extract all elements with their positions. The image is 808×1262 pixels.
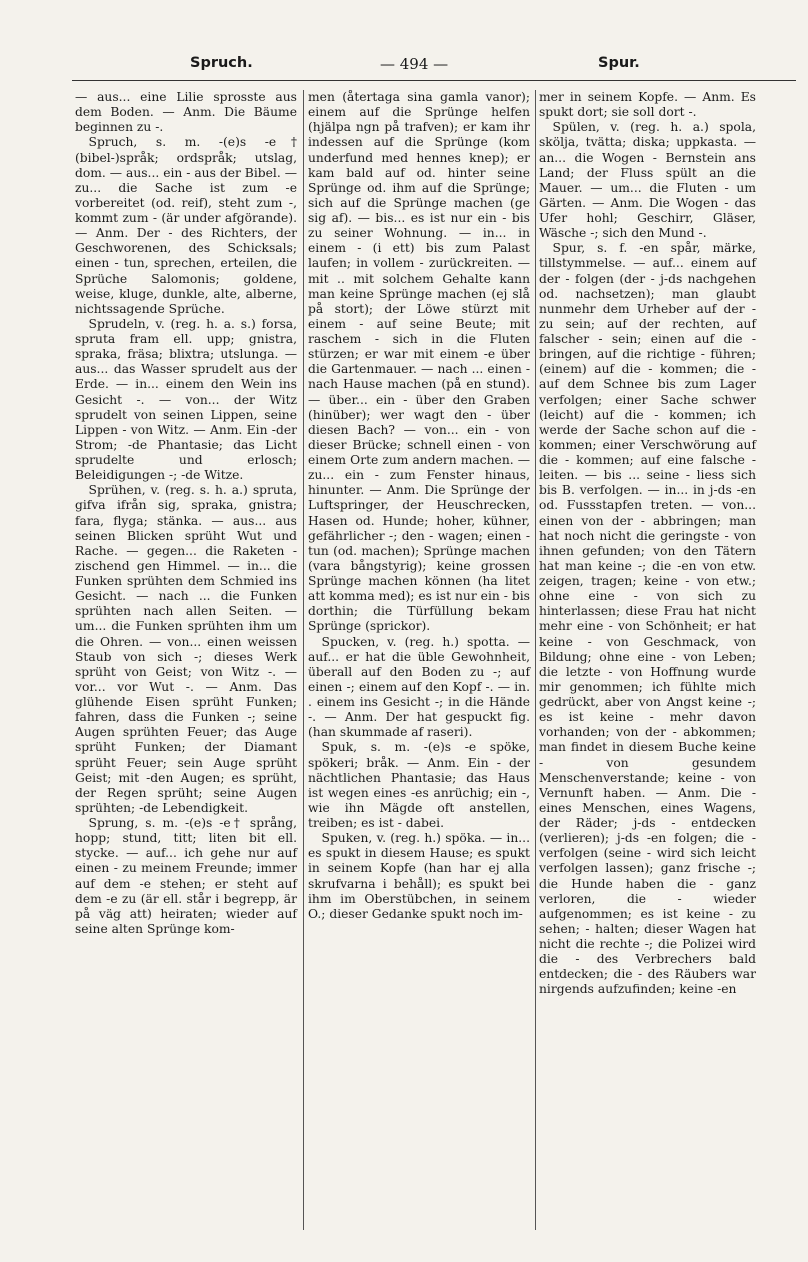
entry-spuelen: Spülen, v. (reg. h. a.) spola, skölja, tvätta; diska; uppkasta. — an... die Wogen - Bernstein ans Land; der Fluss spült an die Mauer. — um... die Fluten - um Gärten. — Anm. Die Wogen - das Ufer hohl; Geschirr, Gläser, Wäsche -; sich den Mund -. — [539, 120, 756, 241]
page-header — [0, 55, 808, 79]
entry-spucken: Spucken, v. (reg. h.) spotta. — auf... er hat die üble Gewohnheit, überall auf den Boden zu -; auf einen -; einem auf den Kopf -. — in. . einem ins Gesicht -; in die Hände -. — Anm. Der hat gespuckt fig. (han skummade af raseri). — [308, 634, 530, 740]
page-number: — 494 — — [380, 55, 449, 73]
entry-sprung: Sprung, s. m. -(e)s -e† språng, hopp; stund, titt; liten bit ell. stycke. — auf... ich gehe nur auf einen - zu meinem Freunde; immer auf dem -e stehen; er steht auf dem -e zu (är ell. står i begrepp, är på väg att) heiraten; wieder auf seine alten Sprünge kom- — [75, 816, 297, 936]
header-rule — [72, 80, 796, 81]
column-2 — [308, 90, 530, 922]
entry-sprudeln: Sprudeln, v. (reg. h. a. s.) forsa, spruta fram ell. upp; gnistra, spraka, fräsa; blixtra; utslunga. — aus... das Wasser sprudelt aus der Erde. — in... einem den Wein ins Gesicht -. — von... der Witz sprudelt von seinen Lippen, seine Lippen - von Witz. — Anm. Ein -der Strom; -de Phantasie; das Licht sprudelte und erlosch; Beleidigungen -; -de Witze. — [75, 316, 297, 483]
column-3 — [539, 90, 756, 998]
entry-spruehen: Sprühen, v. (reg. s. h. a.) spruta, gifva ifrån sig, spraka, gnistra; fara, flyga; stänka. — aus... aus seinen Blicken sprüht Wut und Rache. — gegen... die Raketen - zischend gen Himmel. — in... die Funken sprühten dem Schmied ins Gesicht. — nach ... die Funken sprühten nach allen Seiten. — um... die Funken sprühten ihm um die Ohren. — von... einen weissen Staub von sich -; dieses Werk sprüht von Geist; von Witz -. — vor... vor Wut -. — Anm. Das glühende Eisen sprüht Funken; fahren, dass die Funken -; seine Augen sprühten Feuer; das Auge sprüht Funken; der Diamant sprüht Feuer; sein Auge sprüht Geist; mit -den Augen; es sprüht, der Regen sprüht; seine Augen sprühten; -de Lebendigkeit. — [75, 483, 297, 815]
column-divider — [535, 90, 536, 1230]
entry-spuk: Spuk, s. m. -(e)s -e spöke, spökeri; bråk. — Anm. Ein - der nächtlichen Phantasie; das Haus ist wegen eines -es anrüchig; ein -, wie ihn Mägde oft anstellen, treiben; es ist - dabei. — [308, 740, 530, 830]
entry-paragraph: mer in seinem Kopfe. — Anm. Es spukt dort; sie soll dort -. — [539, 90, 756, 120]
column-1 — [75, 90, 297, 937]
entry-spruch: Spruch, s. m. -(e)s -e† (bibel-)språk; ordspråk; utslag, dom. — aus... ein - aus der Bibel. — zu... die Sache ist zum -e vorbereitet (od. reif), steht zum -, kommt zum - (är under afgörande). — Anm. Der - des Richters, der Geschworenen, des Schicksals; einen - tun, sprechen, erteilen, die Sprüche Salomonis; goldene, weise, kluge, dunkle, alte, alberne, nichtssagende Sprüche. — [75, 135, 297, 316]
entry-paragraph: men (återtaga sina gamla vanor); einem auf die Sprünge helfen (hjälpa ngn på trafven); er kam ihr indessen auf die Sprünge (kom underfund med hennes knep); er kam bald auf od. hinter seine Sprünge od. ihm auf die Sprünge; sich auf die Sprünge machen (ge sig af). — bis... es ist nur ein - bis zu seiner Wohnung. — in... in einem - (i ett) bis zum Palast laufen; in vollem - zurückreiten. — mit .. mit solchem Gehalte kann man keine Sprünge machen (ej slå på stort); der Löwe stürzt mit einem - auf seine Beute; mit raschem - sich in die Fluten stürzen; er war mit einem -e über die Gartenmauer. — nach ... einen - nach Hause machen (på en stund). — über... ein - über den Graben (hinüber); wer wagt den - über diesen Bach? — von... ein - von dieser Brücke; schnell einen - von einem Orte zum andern machen. — zu... ein - zum Fenster hinaus, hinunter. — Anm. Die Sprünge der Luftspringer, der Heuschrecken, Hasen od. Hunde; hoher, kühner, gefährlicher -; den - wagen; einen - tun (od. machen); Sprünge machen (vara bångstyrig); keine grossen Sprünge machen können (ha litet att komma med); es ist nur ein - bis dorthin; die Türfüllung bekam Sprünge (sprickor). — [308, 90, 530, 634]
header-left-keyword: Spruch. — [190, 55, 253, 71]
header-right-keyword: Spur. — [598, 55, 640, 71]
entry-spuken: Spuken, v. (reg. h.) spöka. — in... es spukt in diesem Hause; es spukt in seinem Kopfe (han har ej alla skrufvarna i behåll); es spukt bei ihm im Oberstübchen, in seinem O.; dieser Gedanke spukt noch im- — [308, 831, 530, 921]
column-divider — [303, 90, 304, 1230]
entry-spur: Spur, s. f. -en spår, märke, tillstymmelse. — auf... einem auf der - folgen (der - j-ds nachgehen od. nachsetzen); man glaubt nunmehr dem Urheber auf der - zu sein; auf der rechten, auf falscher - sein; einen auf die - bringen, auf die richtige - führen; (einem) auf die - kommen; die - auf dem Schnee bis zum Lager verfolgen; einer Sache schwer (leicht) auf die - kommen; ich werde der Sache schon auf die - kommen; einer Verschwörung auf die - kommen; auf eine falsche - leiten. — bis ... seine - liess sich bis B. verfolgen. — in... in j-ds -en od. Fussstapfen treten. — von... einen von der - abbringen; man hat noch nicht die geringste - von ihnen gefunden; von den Tätern hat man keine -; die -en von etw. zeigen, tragen; keine - von etw.; ohne eine - von sich zu hinterlassen; diese Frau hat nicht mehr eine - von Schönheit; er hat keine - von Geschmack, von Bildung; ohne eine - von Leben; die letzte - von Hoffnung wurde mir genommen; ich fühlte mich gedrückt, aber von Angst keine -; es ist keine - mehr davon vorhanden; von der - abkommen; man findet in diesem Buche keine - von gesundem Menschenverstande; keine - von Vernunft haben. — Anm. Die - eines Menschen, eines Wagens, der Räder; j-ds - entdecken (verlieren); j-ds -en folgen; die - verfolgen (seine - wird sich leicht verfolgen lassen); ganz frische -; die Hunde haben die - ganz verloren, die - wieder aufgenommen; es ist keine - zu sehen; - halten; dieser Wagen hat nicht die rechte -; die Polizei wird die - des Verbrechers bald entdecken; die - des Räubers war nirgends aufzufinden; keine -en — [539, 241, 756, 997]
entry-paragraph: — aus... eine Lilie sprosste aus dem Boden. — Anm. Die Bäume beginnen zu -. — [75, 90, 297, 135]
